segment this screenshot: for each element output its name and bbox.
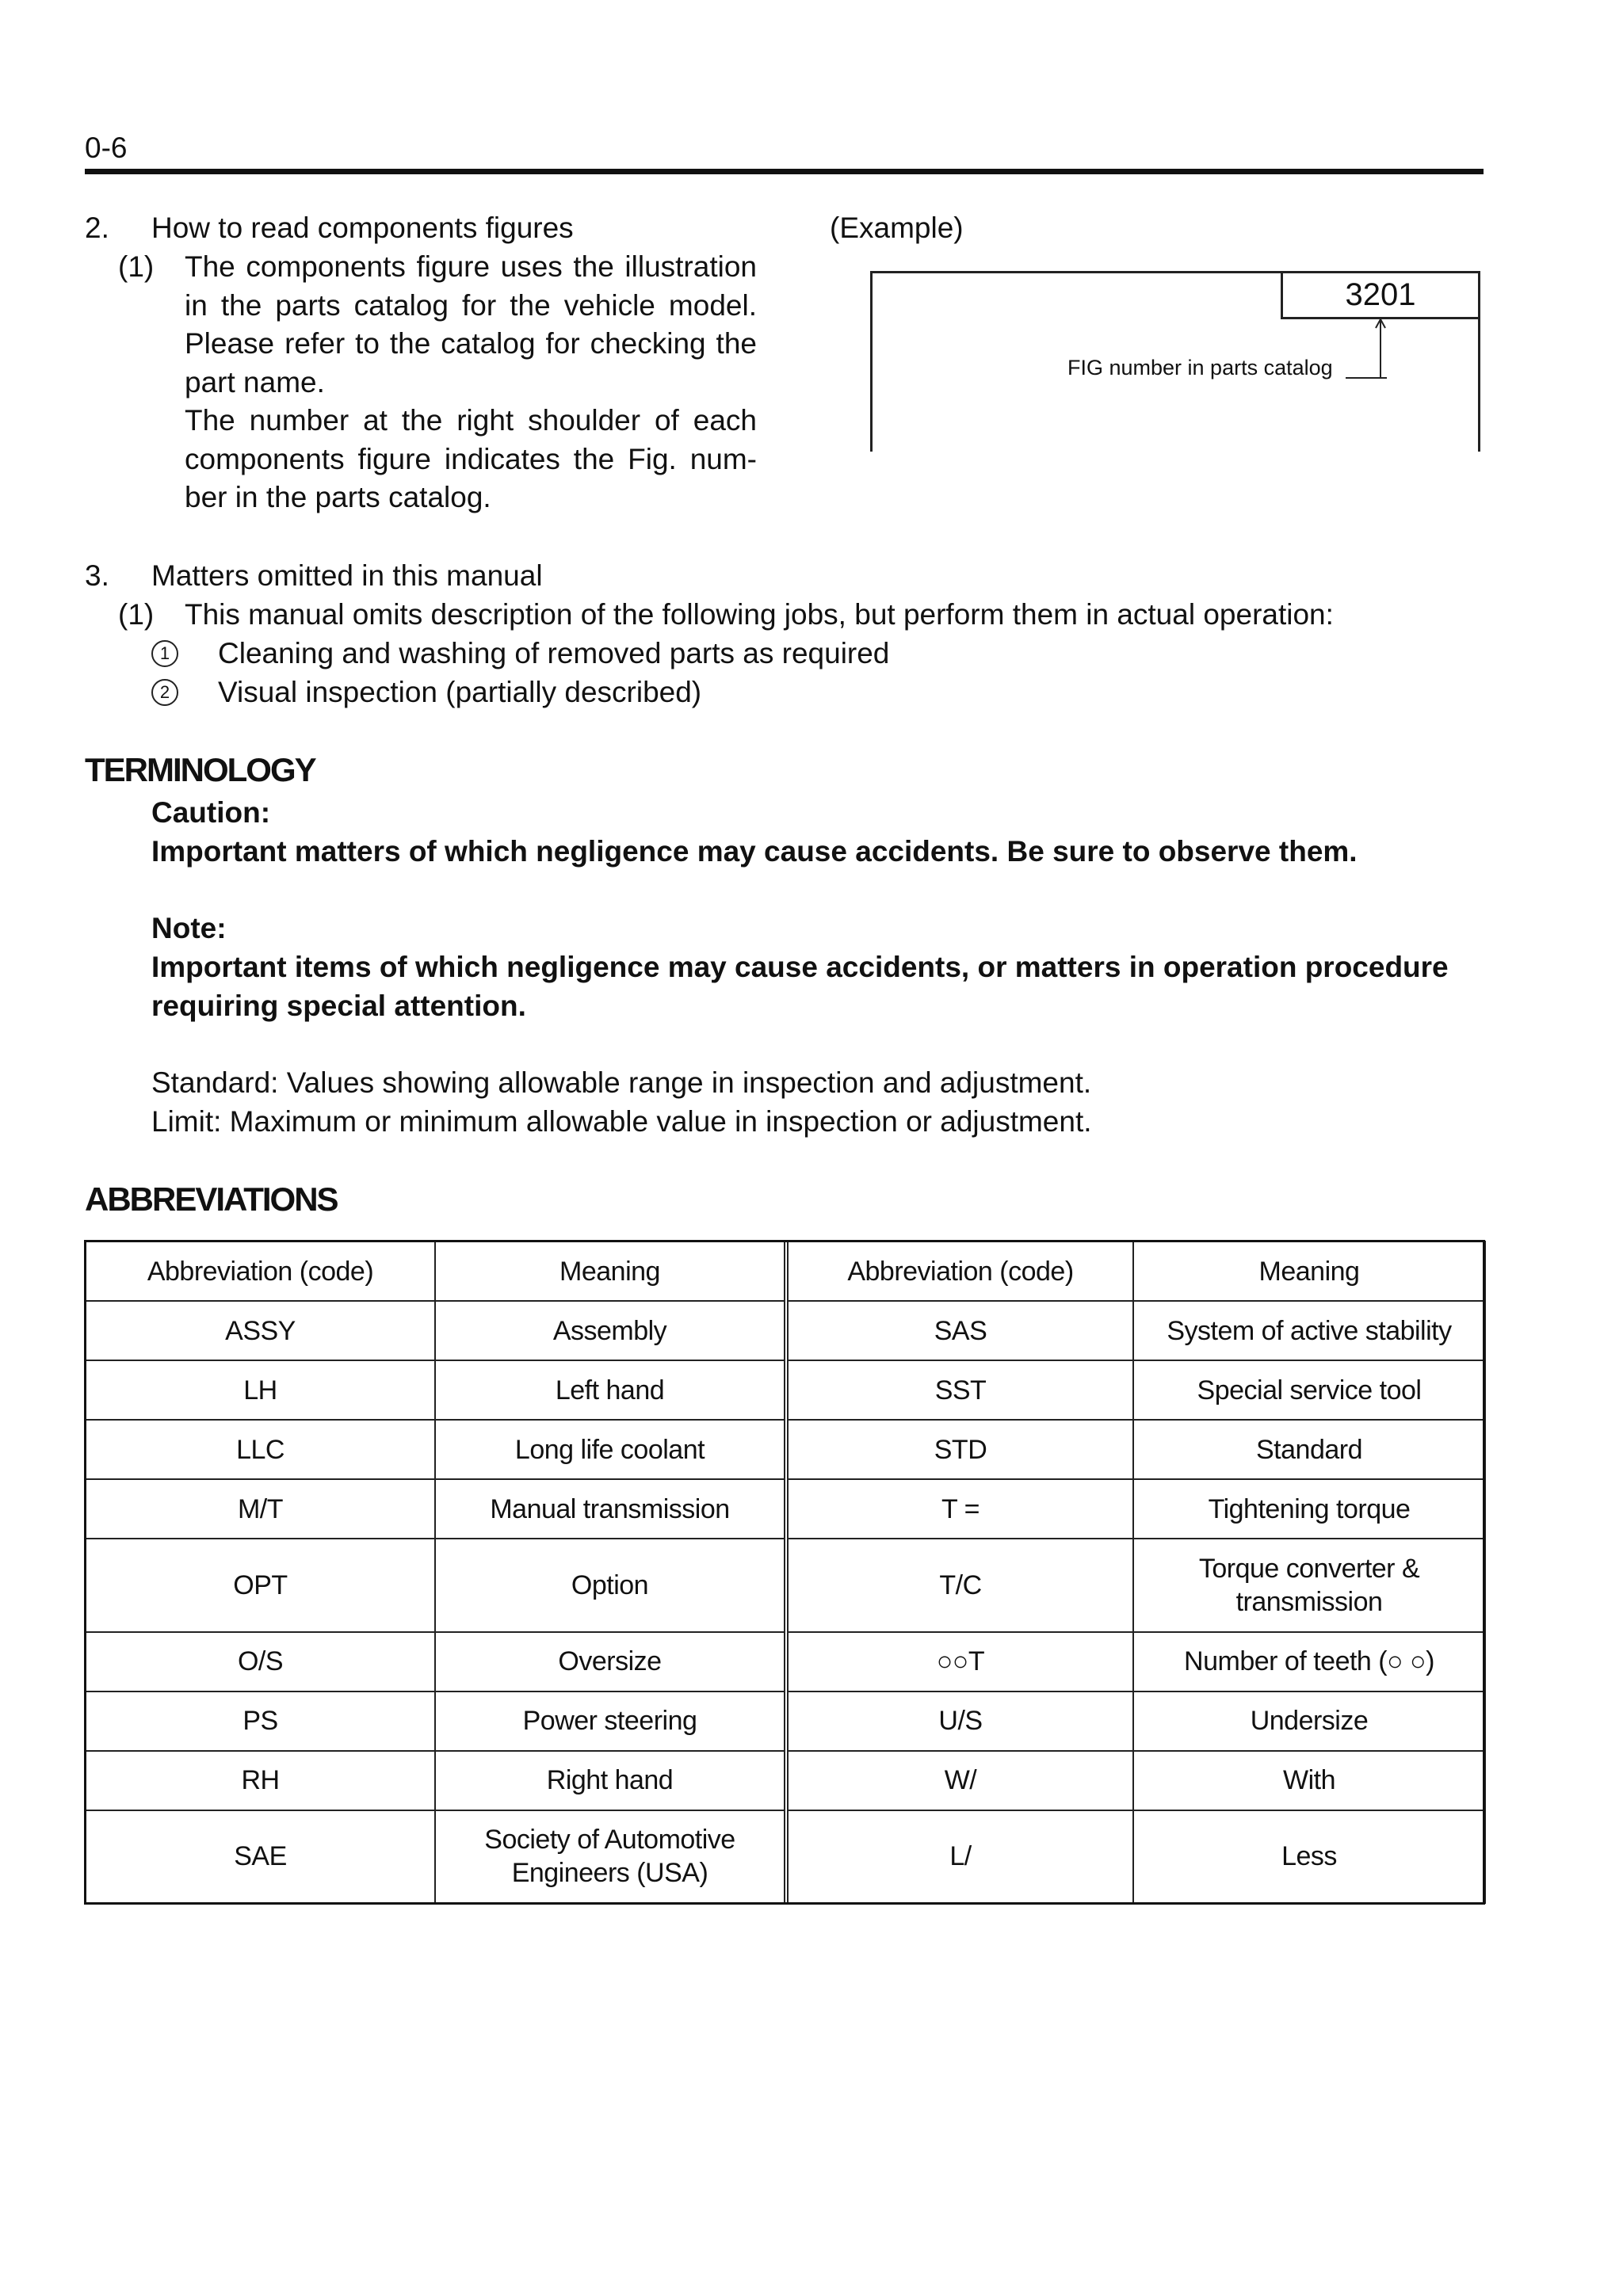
section3-item1-text: This manual omits description of the following jobs, but perform them in actual operation: [185, 598, 1334, 631]
table-cell: OPT [86, 1539, 435, 1631]
table-cell: T/C [786, 1539, 1133, 1631]
section2-line: The number at the right shoulder of each [185, 404, 757, 437]
table-cell: STD [786, 1420, 1133, 1479]
section2-item1-number: (1) [118, 250, 155, 283]
section2-line: Please refer to the catalog for checking the [185, 327, 757, 360]
table-cell: Power steering [435, 1691, 786, 1751]
table-row [86, 1301, 1485, 1360]
table-cell: Manual transmission [435, 1479, 786, 1539]
section2-item1-text [185, 248, 757, 517]
section2-number: 2. [85, 212, 109, 244]
fig-pointer-arrow [1339, 317, 1387, 388]
table-cell: Special service tool [1133, 1360, 1485, 1420]
table-cell: Undersize [1133, 1691, 1485, 1751]
table-header-cell: Abbreviation (code) [786, 1241, 1133, 1301]
table-cell: Right hand [435, 1751, 786, 1810]
table-row [86, 1632, 1485, 1691]
table-cell: ASSY [86, 1301, 435, 1360]
abbreviations-table [85, 1241, 1486, 1904]
table-cell: T = [786, 1479, 1133, 1539]
circled-number-2: 2 [151, 679, 178, 706]
fig-caption: FIG number in parts catalog [1067, 356, 1333, 379]
section2-title: How to read components figures [151, 212, 574, 244]
note-label: Note: [151, 912, 227, 944]
table-cell: Less [1133, 1810, 1485, 1903]
section2-line: part name. [185, 365, 325, 399]
table-row [86, 1360, 1485, 1420]
section3-subitem-2: Visual inspection (partially described) [218, 676, 702, 708]
circled-number-1: 1 [151, 640, 178, 667]
table-header-cell: Abbreviation (code) [86, 1241, 435, 1301]
limit-definition: Limit: Maximum or minimum allowable value in inspection or adjustment. [151, 1105, 1092, 1138]
section3-subitem-1: Cleaning and washing of removed parts as required [218, 637, 890, 669]
table-cell: O/S [86, 1632, 435, 1691]
note-text-line1: Important items of which negligence may cause accidents, or matters in operation procedure [151, 951, 1449, 983]
note-text-line2: requiring special attention. [151, 990, 526, 1022]
table-row [86, 1751, 1485, 1810]
table-header-cell: Meaning [435, 1241, 786, 1301]
header-rule [85, 169, 1484, 174]
table-cell: Long life coolant [435, 1420, 786, 1479]
table-cell: Option [435, 1539, 786, 1631]
section2-line: The components figure uses the illustration [185, 250, 757, 283]
table-cell: LLC [86, 1420, 435, 1479]
page-number: 0-6 [85, 132, 128, 164]
table-cell: M/T [86, 1479, 435, 1539]
abbreviations-heading: ABBREVIATIONS [85, 1180, 338, 1218]
table-cell: ○○T [786, 1632, 1133, 1691]
table-cell: SST [786, 1360, 1133, 1420]
example-label: (Example) [830, 212, 964, 244]
section3-title: Matters omitted in this manual [151, 559, 543, 592]
standard-definition: Standard: Values showing allowable range in inspection and adjustment. [151, 1066, 1092, 1099]
section3-number: 3. [85, 559, 109, 592]
table-cell: SAE [86, 1810, 435, 1903]
table-cell: LH [86, 1360, 435, 1420]
caution-text: Important matters of which negligence may cause accidents. Be sure to observe them. [151, 835, 1358, 868]
table-row [86, 1420, 1485, 1479]
table-cell: Number of teeth (○ ○) [1133, 1632, 1485, 1691]
table-cell: RH [86, 1751, 435, 1810]
table-cell: PS [86, 1691, 435, 1751]
table-cell: Assembly [435, 1301, 786, 1360]
table-row [86, 1691, 1485, 1751]
section2-line: components figure indicates the Fig. num- [185, 442, 757, 475]
caution-label: Caution: [151, 796, 271, 829]
fig-number: 3201 [1345, 277, 1416, 312]
fig-number-box [1281, 271, 1480, 319]
table-cell: SAS [786, 1301, 1133, 1360]
table-row [86, 1479, 1485, 1539]
table-cell: Left hand [435, 1360, 786, 1420]
table-cell: Society of Automotive Engineers (USA) [435, 1810, 786, 1903]
table-row [86, 1810, 1485, 1903]
table-cell: System of active stability [1133, 1301, 1485, 1360]
section3-item1-number: (1) [118, 598, 155, 631]
table-cell: With [1133, 1751, 1485, 1810]
table-cell: Torque converter & transmission [1133, 1539, 1485, 1631]
table-cell: W/ [786, 1751, 1133, 1810]
section2-line: in the parts catalog for the vehicle model. [185, 288, 757, 322]
example-frame-left [870, 271, 873, 452]
section2-line: ber in the parts catalog. [185, 481, 491, 513]
table-header-cell: Meaning [1133, 1241, 1485, 1301]
table-cell: Oversize [435, 1632, 786, 1691]
table-header-row [86, 1241, 1485, 1301]
table-cell: U/S [786, 1691, 1133, 1751]
table-row [86, 1539, 1485, 1631]
terminology-heading: TERMINOLOGY [85, 751, 315, 788]
table-cell: Standard [1133, 1420, 1485, 1479]
table-cell: L/ [786, 1810, 1133, 1903]
table-cell: Tightening torque [1133, 1479, 1485, 1539]
